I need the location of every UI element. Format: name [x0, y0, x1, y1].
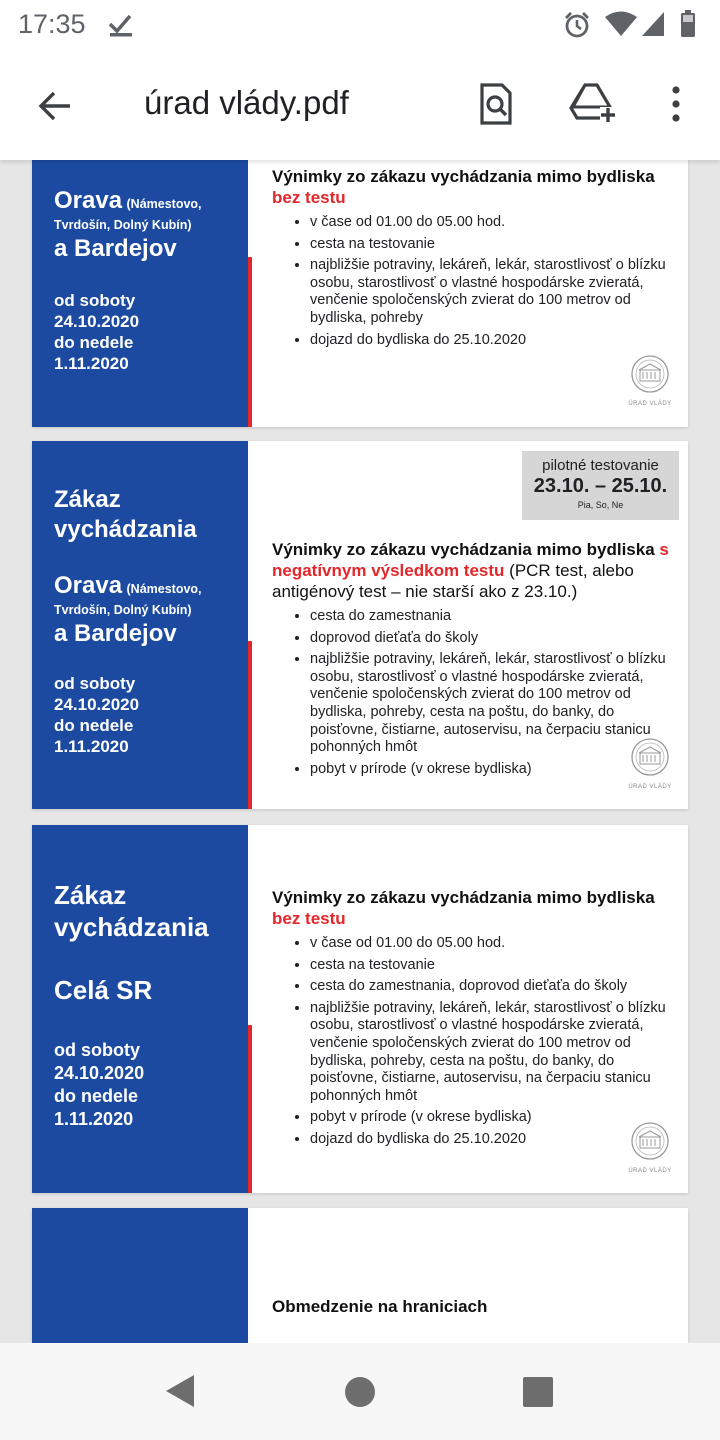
- region-block: [54, 571, 246, 649]
- battery-icon: [680, 10, 696, 38]
- list-item: • v čase od 01.00 do 05.00 hod.: [310, 935, 674, 953]
- exceptions-heading: [272, 539, 674, 602]
- slide-title: [54, 879, 209, 943]
- date-range: [54, 673, 139, 757]
- panel-notch: [248, 825, 252, 993]
- pdf-page-2: [32, 441, 688, 809]
- heading-highlight: s negatívnym výsledkom testu: [272, 540, 669, 580]
- list-item: • najbližšie potraviny, lekáreň, lekár, starostlivosť o blízku osobu, starostlivosť o vlastné hospodárske zvieratá, venčenie spoločenských zvierat do 100 metrov od bydliska, pohreby, cesta na poštu, do banky, do poisťovne, čistiarne, autoservisu, na čerpaciu stanicu pohonných hmôt: [310, 1000, 674, 1106]
- status-time: 17:35: [18, 9, 86, 39]
- pdf-viewer[interactable]: [0, 160, 720, 1343]
- region-detail-2: Tvrdošín, Dolný Kubín): [54, 603, 192, 617]
- date-end: 1.11.2020: [54, 1109, 134, 1129]
- nav-home-icon[interactable]: [344, 1376, 376, 1408]
- add-to-drive-icon[interactable]: [568, 82, 618, 126]
- government-seal: [628, 1121, 672, 1174]
- exceptions-block: [272, 166, 674, 353]
- pilot-label: pilotné testovanie: [542, 457, 659, 474]
- red-accent-bar: [248, 257, 252, 427]
- red-accent-bar: [248, 1025, 252, 1193]
- exceptions-block: [272, 887, 674, 1153]
- slide-blue-panel: [32, 1208, 248, 1343]
- date-to-label: do nedele: [54, 716, 134, 735]
- heading-text: Výnimky zo zákazu vychádzania mimo bydliska: [272, 540, 655, 559]
- list-item: • dojazd do bydliska do 25.10.2020: [310, 332, 674, 350]
- more-vert-icon[interactable]: [664, 84, 688, 124]
- list-item: • pobyt v prírode (v okrese bydliska): [310, 1109, 674, 1127]
- region-detail: (Námestovo,: [126, 582, 202, 596]
- exceptions-list: [272, 214, 674, 349]
- heading-text: Výnimky zo zákazu vychádzania mimo bydliska: [272, 167, 655, 186]
- red-accent-bar: [248, 641, 252, 809]
- download-done-icon: [106, 10, 134, 38]
- seal-emblem-icon: [630, 737, 670, 777]
- region-block: [54, 186, 246, 264]
- government-seal: [628, 737, 672, 790]
- navigation-bar: [0, 1343, 720, 1440]
- pilot-testing-box: [522, 451, 679, 520]
- panel-notch: [248, 160, 252, 259]
- heading-highlight: bez testu: [272, 909, 346, 928]
- nav-recents-icon[interactable]: [522, 1376, 554, 1408]
- exceptions-heading: Obmedzenie na hraniciach: [272, 1297, 488, 1316]
- title-line-1: Zákaz: [54, 880, 127, 910]
- date-start: 24.10.2020: [54, 1063, 145, 1083]
- title-line-2: vychádzania: [54, 516, 197, 543]
- list-item: • cesta do zamestnania, doprovod dieťaťa do školy: [310, 978, 674, 996]
- back-arrow-icon[interactable]: [36, 86, 76, 126]
- pdf-page-1: [32, 160, 688, 427]
- nav-back-icon[interactable]: [162, 1373, 198, 1409]
- seal-caption: ÚRAD VLÁDY: [628, 784, 672, 790]
- list-item: • najbližšie potraviny, lekáreň, lekár, starostlivosť o blízku osobu, starostlivosť o vlastné hospodárske zvieratá, venčenie spoločenských zvierat do 100 metrov od bydliska, pohreby: [310, 257, 674, 327]
- date-start: 24.10.2020: [54, 695, 140, 714]
- date-end: 1.11.2020: [54, 354, 129, 373]
- date-from-label: od soboty: [54, 674, 136, 693]
- list-item: • pobyt v prírode (v okrese bydliska): [310, 761, 674, 779]
- seal-caption: ÚRAD VLÁDY: [628, 1168, 672, 1174]
- wifi-icon: [604, 10, 638, 38]
- alarm-icon: [562, 10, 592, 40]
- panel-notch: [248, 1208, 252, 1343]
- search-document-icon[interactable]: [476, 82, 516, 126]
- pdf-page-3: [32, 825, 688, 1193]
- region-and: a Bardejov: [54, 235, 177, 262]
- region-detail: (Námestovo,: [126, 197, 202, 211]
- panel-notch: [248, 441, 252, 609]
- app-bar: [0, 50, 720, 160]
- region-detail-2: Tvrdošín, Dolný Kubín): [54, 218, 192, 232]
- cell-signal-icon: [640, 10, 666, 38]
- status-bar: [0, 0, 720, 50]
- list-item: • cesta na testovanie: [310, 957, 674, 975]
- list-item: • v čase od 01.00 do 05.00 hod.: [310, 214, 674, 232]
- exceptions-block: [272, 539, 674, 782]
- list-item: • cesta na testovanie: [310, 236, 674, 254]
- heading-text: Výnimky zo zákazu vychádzania mimo bydliska: [272, 888, 655, 907]
- title-line-1: Zákaz: [54, 486, 121, 513]
- region-name: Orava: [54, 187, 123, 214]
- border-restrictions-block: [272, 1296, 674, 1317]
- seal-emblem-icon: [630, 1121, 670, 1161]
- date-from-label: od soboty: [54, 1040, 140, 1060]
- document-title: úrad vlády.pdf: [144, 84, 349, 121]
- list-item: • cesta do zamestnania: [310, 608, 674, 626]
- list-item: • dojazd do bydliska do 25.10.2020: [310, 1131, 674, 1149]
- seal-caption: ÚRAD VLÁDY: [628, 401, 672, 407]
- pilot-dates: 23.10. – 25.10.: [533, 475, 668, 497]
- title-line-2: vychádzania: [54, 912, 209, 942]
- date-start: 24.10.2020: [54, 312, 140, 331]
- list-item: • doprovod dieťaťa do školy: [310, 630, 674, 648]
- heading-rest: (PCR test, alebo antigénový test – nie starší ako z 23.10.): [272, 561, 634, 601]
- list-item: • najbližšie potraviny, lekáreň, lekár, starostlivosť o blízku osobu, starostlivosť o vlastné hospodárske zvieratá, venčenie spoločenských zvierat do 100 metrov od bydliska, pohreby, cesta na poštu, do banky, do poisťovne, čistiarne, autoservisu, na čerpaciu stanicu pohonných hmôt: [310, 651, 674, 757]
- date-from-label: od soboty: [54, 291, 136, 310]
- seal-emblem-icon: [630, 354, 670, 394]
- date-range: [54, 290, 139, 374]
- date-to-label: do nedele: [54, 1086, 139, 1106]
- exceptions-heading: [272, 166, 674, 208]
- region-and: a Bardejov: [54, 620, 177, 647]
- region-name: Orava: [54, 572, 123, 599]
- slide-title: [54, 485, 197, 545]
- date-to-label: do nedele: [54, 333, 134, 352]
- heading-highlight: bez testu: [272, 188, 346, 207]
- pilot-days: Pia, So, Ne: [577, 500, 624, 510]
- exceptions-list: [272, 935, 674, 1149]
- government-seal: [628, 354, 672, 407]
- exceptions-list: [272, 608, 674, 778]
- date-range: [54, 1039, 144, 1131]
- region-name: Celá SR: [54, 975, 153, 1005]
- pdf-page-4: [32, 1208, 688, 1343]
- date-end: 1.11.2020: [54, 737, 129, 756]
- exceptions-heading: [272, 887, 674, 929]
